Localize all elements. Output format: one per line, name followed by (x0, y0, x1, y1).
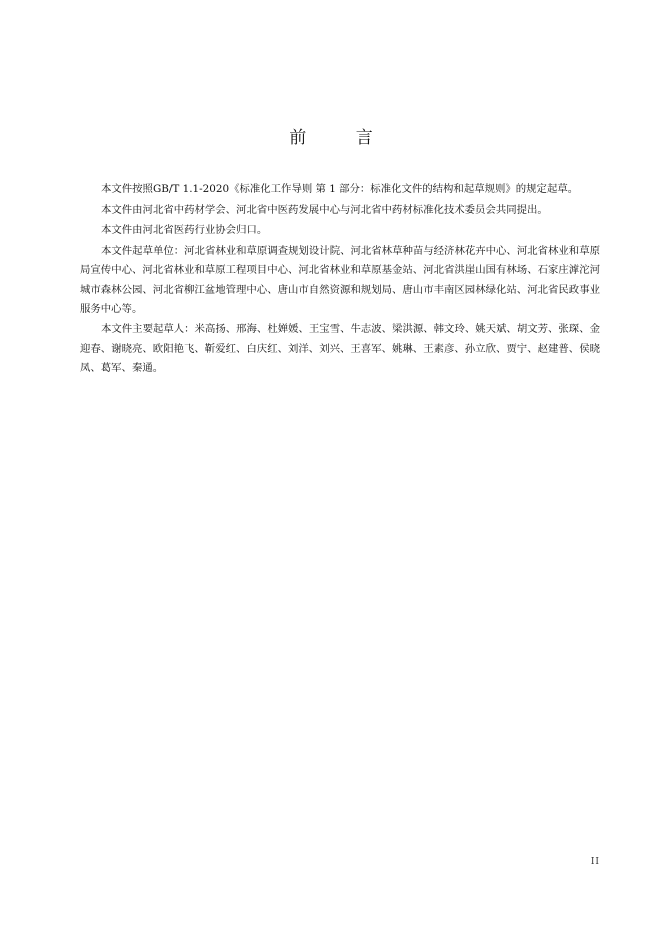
document-body (80, 180, 600, 380)
page-title: 前 言 (289, 128, 395, 148)
page-number: II (590, 857, 600, 867)
paragraph-main-drafters: 本文件主要起草人：米高扬、邢海、杜婵媛、王宝雪、牛志波、梁洪源、韩文玲、姚天斌、胡文芳、张琛、金迎春、谢晓亮、欧阳艳飞、靳爱红、白庆红、刘洋、刘兴、王喜军、姚琳、王素彦、孙立欣、贾宁、赵建普、侯晓凤、葛军、秦通。 (80, 323, 600, 374)
paragraph-drafting-basis: 本文件按照GB/T 1.1-2020《标准化工作导则 第 1 部分：标准化文件的结构和起草规则》的规定起草。 (101, 183, 579, 195)
paragraph-proposer: 本文件由河北省中药材学会、河北省中医药发展中心与河北省中药材标准化技术委员会共同提出。 (101, 203, 548, 216)
paragraph-drafting-units: 本文件起草单位：河北省林业和草原调查规划设计院、河北省林草种苗与经济林花卉中心、河北省林业和草原局宣传中心、河北省林业和草原工程项目中心、河北省林业和草原基金站、河北省洪崖山国有林场、石家庄滹沱河城市森林公园、河北省柳江盆地管理中心、唐山市自然资源和规划局、唐山市丰南区园林绿化站、河北省民政事业服务中心等。 (80, 245, 600, 315)
paragraph-centralized-unit: 本文件由河北省医药行业协会归口。 (101, 224, 268, 237)
